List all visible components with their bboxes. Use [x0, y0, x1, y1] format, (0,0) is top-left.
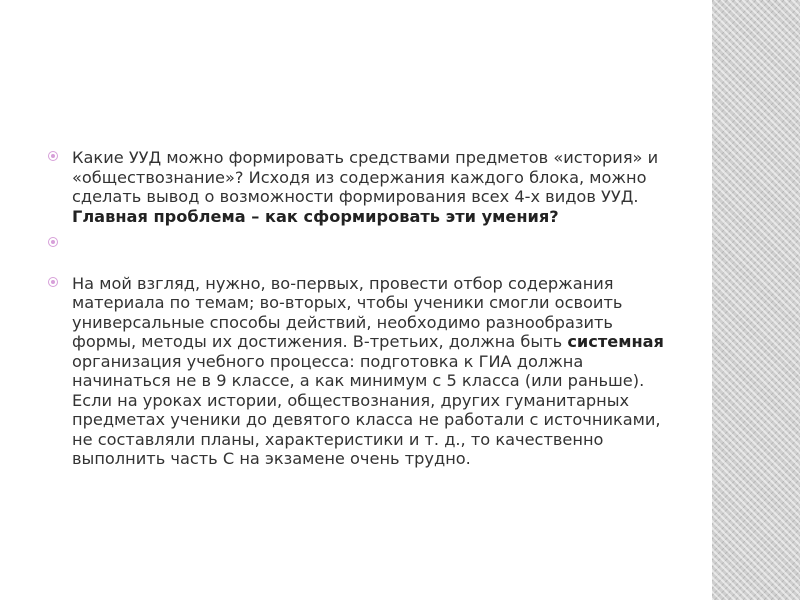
bullet-marker-icon — [48, 237, 58, 247]
bullet-marker-icon — [48, 277, 58, 287]
bullet-item-1 — [48, 148, 668, 226]
decorative-side-band — [712, 0, 800, 600]
bullet-3-text-b: организация учебного процесса: подготовка к ГИА должна начинаться не в 9 классе, а как минимум с 5 класса (или раньше). Если на уроках истории, обществознания, других гуманитарных предметах ученики до девятого класса не работали с источниками, не составляли планы, характеристики и т. д., то качественно выполнить часть С на экзамене очень трудно. — [72, 351, 661, 468]
bullet-3-text-a: На мой взгляд, нужно, во-первых, провести отбор содержания материала по темам; во-вторых, чтобы ученики смогли освоить универсальные способы действий, необходимо разнообразить формы, методы их достижения. В-третьих, должна быть — [72, 273, 623, 351]
bullet-1-bold-text: Главная проблема – как сформировать эти умения? — [72, 206, 559, 226]
bullet-3-bold-text: системная — [567, 332, 664, 351]
slide-content — [48, 148, 668, 469]
bullet-marker-icon — [48, 151, 58, 161]
bullet-1-text: Какие УУД можно формировать средствами предметов «история» и «обществознание»? Исходя из содержания каждого блока, можно сделать вывод о возможности формирования всех 4-х видов УУД. — [72, 148, 659, 206]
bullet-item-2-empty — [48, 234, 668, 254]
bullet-item-3 — [48, 274, 668, 469]
